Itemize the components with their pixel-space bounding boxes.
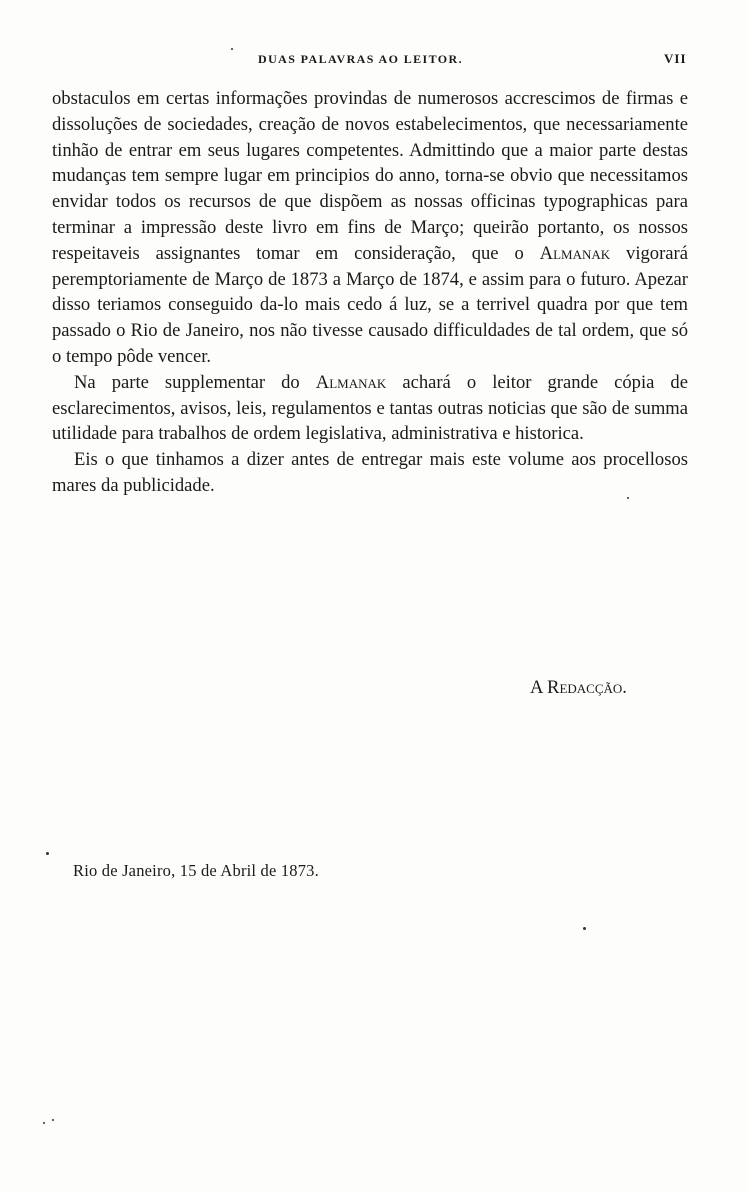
almanak-title: Almanak: [315, 371, 387, 393]
almanak-title: Almanak: [539, 242, 611, 264]
paragraph-3-text: Eis o que tinhamos a dizer antes de entregar mais este volume aos procellosos mares da publicidade.: [52, 449, 688, 496]
running-head: [0, 52, 747, 72]
paragraph-closing: [52, 447, 688, 499]
scan-speck: [627, 497, 629, 499]
paragraph-1-text-b: vigorará peremptoriamente de Março de 1873 a Março de 1874, e assim para o futuro. Apezar disso teriamos conseguido da-lo mais cedo á luz, se a terrivel quadra por que tem passado o Rio de Janeiro, nos não tivesse causado difficuldades de tal ordem, que só o tempo pôde vencer.: [52, 242, 688, 367]
scan-speck: [46, 852, 49, 855]
page-number: VII: [664, 51, 687, 66]
scan-speck: [231, 48, 233, 50]
paragraph-1-text-a: obstaculos em certas informações provindas de numerosos accrescimos de firmas e dissoluções de sociedades, creação de novos estabelecimentos, que necessariamente tinhão de entrar em seus lugares competentes. Admittindo que a maior parte destas mudanças tem sempre lugar em principios do anno, torna-se obvio que necessitamos envidar todos os recursos de que dispõem as nossas officinas typographicas para terminar a impressão deste livro em fins de Março; queirão portanto, os nossos respeitaveis assignantes tomar em consideração, que o: [52, 88, 688, 264]
paragraph-2-text-b: achará o leitor grande cópia de esclarecimentos, avisos, leis, regulamentos e tantas outras noticias que são de summa utilidade para trabalhos de ordem legislativa, administrativa e historica.: [52, 371, 688, 445]
dateline: Rio de Janeiro, 15 de Abril de 1873.: [73, 861, 319, 880]
signature: A Redacção.: [530, 677, 627, 698]
paragraph-supplement: [52, 370, 688, 447]
scan-speck: [52, 1119, 54, 1121]
body-text: [52, 86, 688, 499]
running-head-title: DUAS PALAVRAS AO LEITOR.: [258, 52, 463, 66]
scan-speck: [583, 927, 586, 930]
paragraph-continued: [52, 86, 688, 370]
paragraph-2-text-a: Na parte supplementar do: [74, 371, 300, 393]
scan-speck: [43, 1122, 45, 1124]
